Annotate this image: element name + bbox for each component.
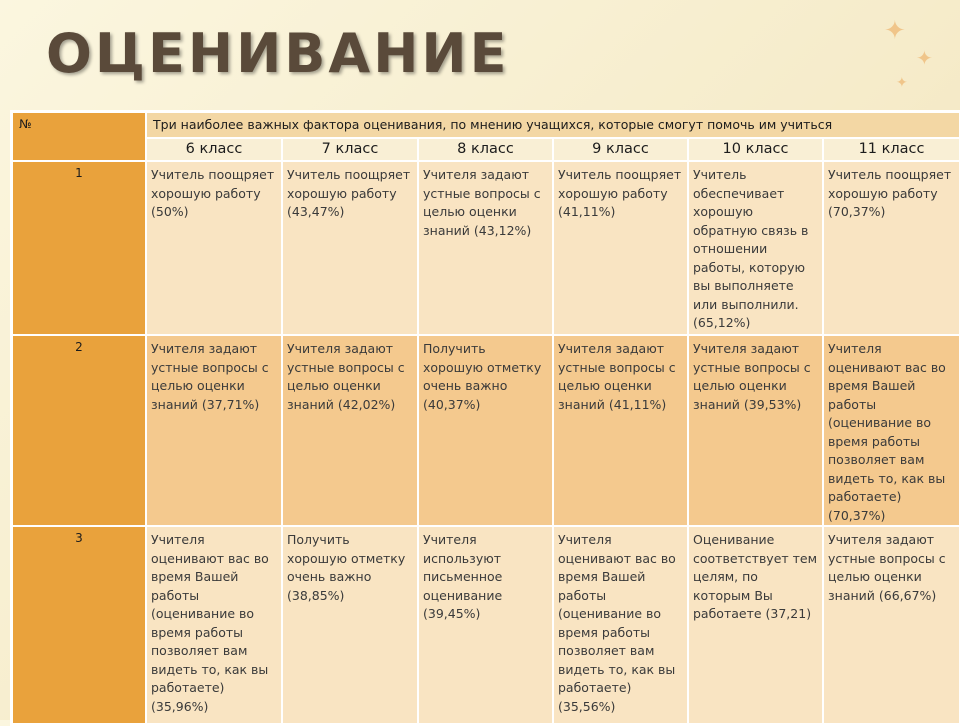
table-cell: Учителя задают устные вопросы с целью оценки знаний (41,11%) [553,335,688,526]
number-column-header: № [12,112,146,161]
row-number: 3 [12,526,146,724]
table-cell: Получить хорошую отметку очень важно (38,85%) [282,526,418,724]
row-number: 1 [12,161,146,335]
row-number: 2 [12,335,146,526]
table-row [12,335,960,526]
grade-header: 11 класс [823,138,960,161]
table-cell: Учителя задают устные вопросы с целью оценки знаний (39,53%) [688,335,823,526]
table-cell: Учитель поощряет хорошую работу (41,11%) [553,161,688,335]
table-cell: Учителя задают устные вопросы с целью оценки знаний (43,12%) [418,161,553,335]
table-cell: Учителя оценивают вас во время Вашей работы (оценивание во время работы позволяет вам видеть то, как вы работаете) (70,37%) [823,335,960,526]
main-header: Три наиболее важных фактора оценивания, по мнению учащихся, которые смогут помочь им учиться [146,112,960,138]
table-cell: Учителя задают устные вопросы с целью оценки знаний (66,67%) [823,526,960,724]
table-row [12,161,960,335]
table-cell: Учителя оценивают вас во время Вашей работы (оценивание во время работы позволяет вам видеть то, как вы работаете) (35,56%) [553,526,688,724]
assessment-table [10,110,960,726]
grade-header: 10 класс [688,138,823,161]
table-cell: Учителя задают устные вопросы с целью оценки знаний (42,02%) [282,335,418,526]
table-cell: Учитель поощряет хорошую работу (70,37%) [823,161,960,335]
grade-header: 9 класс [553,138,688,161]
table-cell: Учитель поощряет хорошую работу (50%) [146,161,282,335]
table-cell: Учитель обеспечивает хорошую обратную связь в отношении работы, которую вы выполняете или выполнили. (65,12%) [688,161,823,335]
table-cell: Учителя используют письменное оценивание (39,45%) [418,526,553,724]
header-row [12,112,960,138]
decorative-star-icon: ✦ [916,46,933,70]
table-cell: Учителя оценивают вас во время Вашей работы (оценивание во время работы позволяет вам видеть то, как вы работаете) (35,96%) [146,526,282,724]
table-cell: Учитель поощряет хорошую работу (43,47%) [282,161,418,335]
decorative-star-icon: ✦ [884,16,906,46]
grade-header: 8 класс [418,138,553,161]
grade-header-row [12,138,960,161]
table-row [12,526,960,724]
table-cell: Получить хорошую отметку очень важно (40,37%) [418,335,553,526]
page-title: ОЦЕНИВАНИЕ [46,22,510,85]
table-cell: Учителя задают устные вопросы с целью оценки знаний (37,71%) [146,335,282,526]
grade-header: 7 класс [282,138,418,161]
table-cell: Оценивание соответствует тем целям, по которым Вы работаете (37,21) [688,526,823,724]
decorative-star-icon: ✦ [896,75,908,91]
grade-header: 6 класс [146,138,282,161]
